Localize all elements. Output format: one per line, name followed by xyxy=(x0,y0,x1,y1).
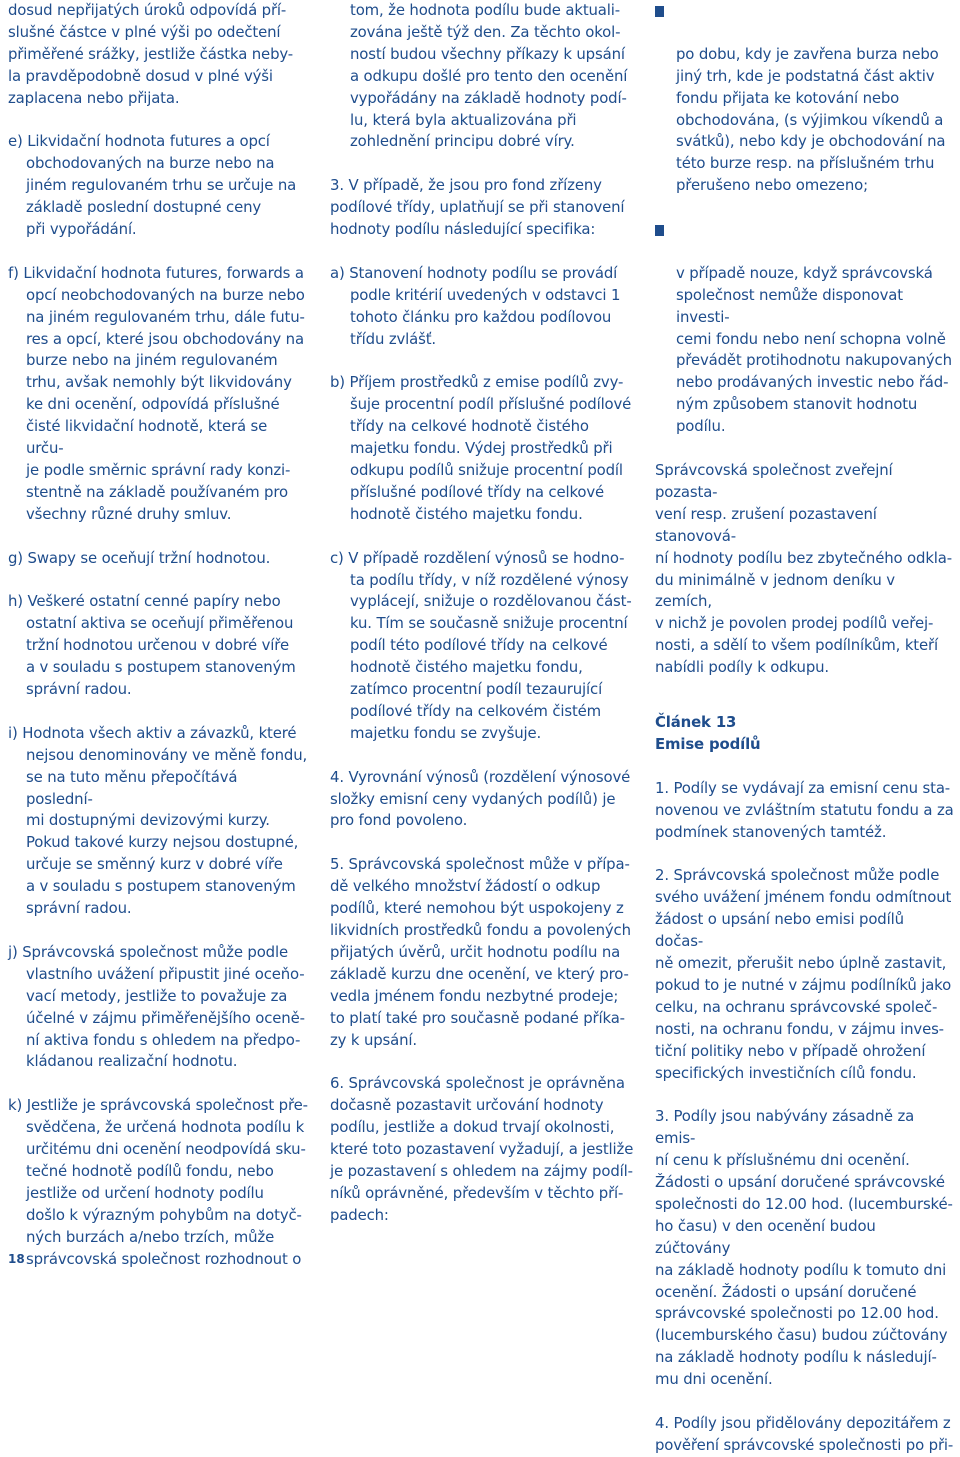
bullet-item-exchange-closed xyxy=(655,0,955,197)
paragraph-3: 3. V případě, že jsou pro fond zřízeny podílové třídy, uplatňují se při stanovení hodnoty podílu následující specifika: xyxy=(330,176,625,239)
item-c: c) V případě rozdělení výnosů se hodno- ta podílu třídy, v níž rozdělené výnosy vyplácejí, snižuje o rozdělovanou část- ku. Tím se současně snižuje procentní podíl této podílové třídy na celkové hodnotě čistého majetku fondu, zatímco procentní podíl tezaurující podílové třídy na celkovém čistém majetku fondu se zvyšuje. xyxy=(330,548,632,742)
column-middle xyxy=(330,0,635,1227)
paragraph-1: 1. Podíly se vydávají za emisní cenu sta- novenou ve zvláštním statutu fondu a za podmínek stanovených tamtéž. xyxy=(655,778,954,841)
item-e: e) Likvidační hodnota futures a opcí obchodovaných na burze nebo na jiném regulovaném trhu se určuje na základě poslední dostupné ceny při vypořádání. xyxy=(8,132,297,239)
item-a: a) Stanovení hodnoty podílu se provádí podle kritérií uvedených v odstavci 1 tohoto článku pro každou podílovou třídu zvlášť. xyxy=(330,263,621,348)
item-k: k) Jestliže je správcovská společnost pře- svědčena, že určená hodnota podílu k určitému dni ocenění neodpovídá sku- tečné hodnotě podílů fondu, nebo jestliže od určení hodnoty podílu došlo k výrazným pohybům na dotyč- ných burzách a/nebo trzích, může správcovská společnost rozhodnout o xyxy=(8,1096,308,1268)
square-bullet-icon xyxy=(655,225,664,236)
article-heading: Článek 13 Emise podílů xyxy=(655,713,761,753)
paragraph-4: 4. Vyrovnání výnosů (rozdělení výnosové složky emisní ceny vydaných podílů) je pro fond povoleno. xyxy=(330,767,631,830)
item-b: b) Příjem prostředků z emise podílů zvy- šuje procentní podíl příslušné podílové třídy na celkové hodnotě čistého majetku fondu. Výdej prostředků při odkupu podílů snižuje procentní podíl příslušné podílové třídy na celkové hodnotě čistého majetku fondu. xyxy=(330,373,632,523)
square-bullet-icon xyxy=(655,6,664,17)
paragraph-intro-continued: dosud nepřijatých úroků odpovídá pří- slušné částce v plné výši po odečtení přiměřené srážky, jestliže částka neby- la pravděpodobně dosud v plné výši zaplacena nebo přijata. xyxy=(8,1,293,107)
bullet-text: po dobu, kdy je zavřena burza nebo jiný trh, kde je podstatná část aktiv fondu přijata ke kotování nebo obchodována, (s výjimkou víkendů a svátků), nebo kdy je obchodování na této burze resp. na příslušném trhu přerušeno nebo omezeno; xyxy=(676,44,946,195)
column-right xyxy=(655,0,955,1457)
item-j: j) Správcovská společnost může podle vlastního uvážení připustit jiné oceňo- vací metody, jestliže to považuje za účelné v zájmu přiměřenějšího oceně- ní aktiva fondu s ohledem na předpo- kládanou realizační hodnotu. xyxy=(8,942,305,1071)
paragraph-5: 5. Správcovská společnost může v přípa- dě velkého množství žádostí o odkup podílů, které nemohou být uspokojeny z likvidních prostředků fondu a povolených přijatých úvěrů, určit hodnotu podílu na základě kurzu dne ocenění, ve který pro- vedla jménem fondu nezbytné prodeje; to platí také pro současně podané příka- zy k upsání. xyxy=(330,855,631,1049)
paragraph-6: 6. Správcovská společnost je oprávněna dočasně pozastavit určování hodnoty podílu, jestliže a dokud trvají okolnosti, které toto pozastavení vyžadují, a jestliže je pozastavení s ohledem na zájmy podíl- níků oprávněné, především v těchto pří- padech: xyxy=(330,1074,634,1224)
bullet-item-emergency xyxy=(655,219,955,438)
paragraph-continued: tom, že hodnota podílu bude aktuali- zována ještě týž den. Za těchto okol- ností budou všechny příkazy k upsání a odkupu došlé pro tento den ocenění vypořádány na základě hodnoty podí- lu, která byla aktualizována při zohlednění principu dobré víry. xyxy=(350,1,628,151)
paragraph-3: 3. Podíly jsou nabývány zásadně za emis- ní cenu k příslušnému dni ocenění. Žádosti o upsání doručené správcovské společnosti do 12.00 hod. (lucemburské- ho času) v den ocenění budou zúčtovány na základě hodnoty podílu k tomuto dni ocenění. Žádosti o upsání doručené správcovské společnosti po 12.00 hod. (lucemburského času) budou zúčtovány na základě hodnoty podílu k následují- mu dni ocenění. xyxy=(655,1107,953,1389)
item-f: f) Likvidační hodnota futures, forwards a opcí neobchodovaných na burze nebo na jiném regulovaném trhu, dále futu- res a opcí, které jsou obchodovány na burze nebo na jiném regulovaném trhu, avšak nemohly být likvidovány ke dni ocenění, odpovídá příslušné čisté likvidační hodnotě, která se urču- je podle směrnic správní rady konzi- stentně na základě používaném pro všechny různé druhy smluv. xyxy=(8,263,305,523)
item-h: h) Veškeré ostatní cenné papíry nebo ostatní aktiva se oceňují přiměřenou tržní hodnotou určenou v dobré víře a v souladu s postupem stanoveným správní radou. xyxy=(8,592,296,699)
paragraph-publication: Správcovská společnost zveřejní pozasta- vení resp. zrušení pozastavení stanovová- ní hodnoty podílu bez zbytečného odkla- du minimálně v jednom deníku v zemích, v nichž je povolen prodej podílů veřej- nosti, a sdělí to všem podílníkům, kteří nabídli podíly k odkupu. xyxy=(655,461,952,677)
paragraph-2: 2. Správcovská společnost může podle svého uvážení jménem fondu odmítnout žádost o upsání nebo emisi podílů dočas- ně omezit, přerušit nebo úplně zastavit, pokud to je nutné v zájmu podílníků jako celku, na ochranu správcovské společ- nosti, na ochranu fondu, v zájmu inves- tiční politiky nebo v případě ohrožení specifických investičních cílů fondu. xyxy=(655,866,952,1082)
paragraph-4: 4. Podíly jsou přidělovány depozitářem z pověření správcovské společnosti po při- xyxy=(655,1414,954,1454)
item-i: i) Hodnota všech aktiv a závazků, které nejsou denominovány ve měně fondu, se na tuto měnu přepočítává poslední- mi dostupnými devizovými kurzy. Pokud takové kurzy nejsou dostupné, určuje se směnný kurz v dobré víře a v souladu s postupem stanoveným správní radou. xyxy=(8,723,308,918)
column-left xyxy=(8,0,308,1270)
page-number: 18 xyxy=(8,1252,25,1266)
item-g: g) Swapy se oceňují tržní hodnotou. xyxy=(8,548,271,567)
bullet-text: v případě nouze, když správcovská společnost nemůže disponovat investi- cemi fondu nebo není schopna volně převádět protihodnotu nakupovaných nebo prodávaných investic nebo řád- ným způsobem stanovit hodnotu podílu. xyxy=(676,263,952,436)
